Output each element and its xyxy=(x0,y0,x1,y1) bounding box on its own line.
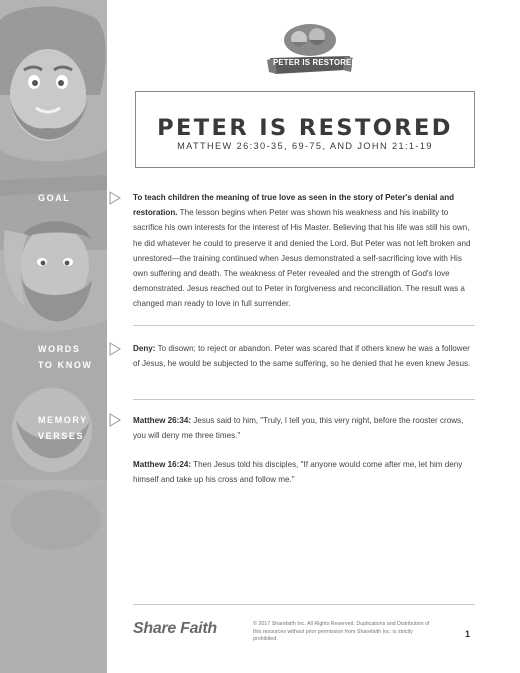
words-label-line2: TO KNOW xyxy=(38,360,93,370)
copyright-text: © 2017 Sharefaith Inc. All Rights Reserved. Duplications and Distribution of this resources without prior permission from Sharefaith Inc. is strictly prohibited. xyxy=(253,621,430,643)
divider-2 xyxy=(133,399,475,400)
page-number: 1 xyxy=(465,629,471,639)
verse-2-text: Then Jesus told his disciples, "If anyone would come after me, let him deny himself and take up his cross and follow me." xyxy=(133,460,463,485)
footer-divider xyxy=(133,604,475,605)
verse-1-text: Jesus said to him, "Truly, I tell you, this very night, before the rooster crows, you will deny me three times." xyxy=(133,416,464,441)
sharefaith-logo: Share Faith xyxy=(133,620,217,637)
verse-1-ref: Matthew 26:34: xyxy=(133,416,192,425)
words-arrow-icon xyxy=(109,342,121,356)
lesson-logo xyxy=(265,22,358,82)
memory-label-line2: VERSES xyxy=(38,431,85,441)
memory-verse-1 xyxy=(133,413,475,443)
goal-label: GOAL xyxy=(38,193,71,203)
memory-verse-2 xyxy=(133,457,475,487)
memory-arrow-icon xyxy=(109,413,121,427)
peter-illustration xyxy=(0,0,107,673)
goal-bold-text: To teach children the meaning of true love as seen in the story of Peter's denial and restoration. xyxy=(133,193,455,218)
goal-body-text: The lesson begins when Peter was shown his weakness and his inability to sacrifice his own interests for the interest of His Master. Believing that his life was still his own, he did whatever he could to preserve it and denied the Lord. But Peter was not left broken and unrestored—the training continued when Jesus demonstrated a self-sacrificing love with His own suffering and death. The weakness of Peter revealed and the strength of God's love demonstrated. Jesus reached out to Peter in forgiveness and reconciliation. The result was a changed man ready to love in full surrender. xyxy=(133,208,471,309)
word-definition: To disown; to reject or abandon. Peter was scared that if others knew he was a follower of Jesus, he would be subjected to the same suffering, so he denied that he even knew Jesus. xyxy=(133,344,471,369)
goal-paragraph xyxy=(133,190,475,312)
goal-arrow-icon xyxy=(109,191,121,205)
word-term: Deny: xyxy=(133,344,156,353)
page-title: PETER IS RESTORED xyxy=(157,115,453,141)
divider-1 xyxy=(133,325,475,326)
sidebar-illustration xyxy=(0,0,107,673)
words-paragraph xyxy=(133,341,475,371)
scripture-reference: MATTHEW 26:30-35, 69-75, AND JOHN 21:1-19 xyxy=(177,141,433,151)
lesson-badge-icon xyxy=(265,22,358,82)
memory-label-line1: MEMORY xyxy=(38,415,88,425)
title-box xyxy=(135,91,475,168)
verse-2-ref: Matthew 16:24: xyxy=(133,460,192,469)
logo-text: PETER IS RESTORED xyxy=(273,58,358,67)
words-label-line1: WORDS xyxy=(38,344,81,354)
